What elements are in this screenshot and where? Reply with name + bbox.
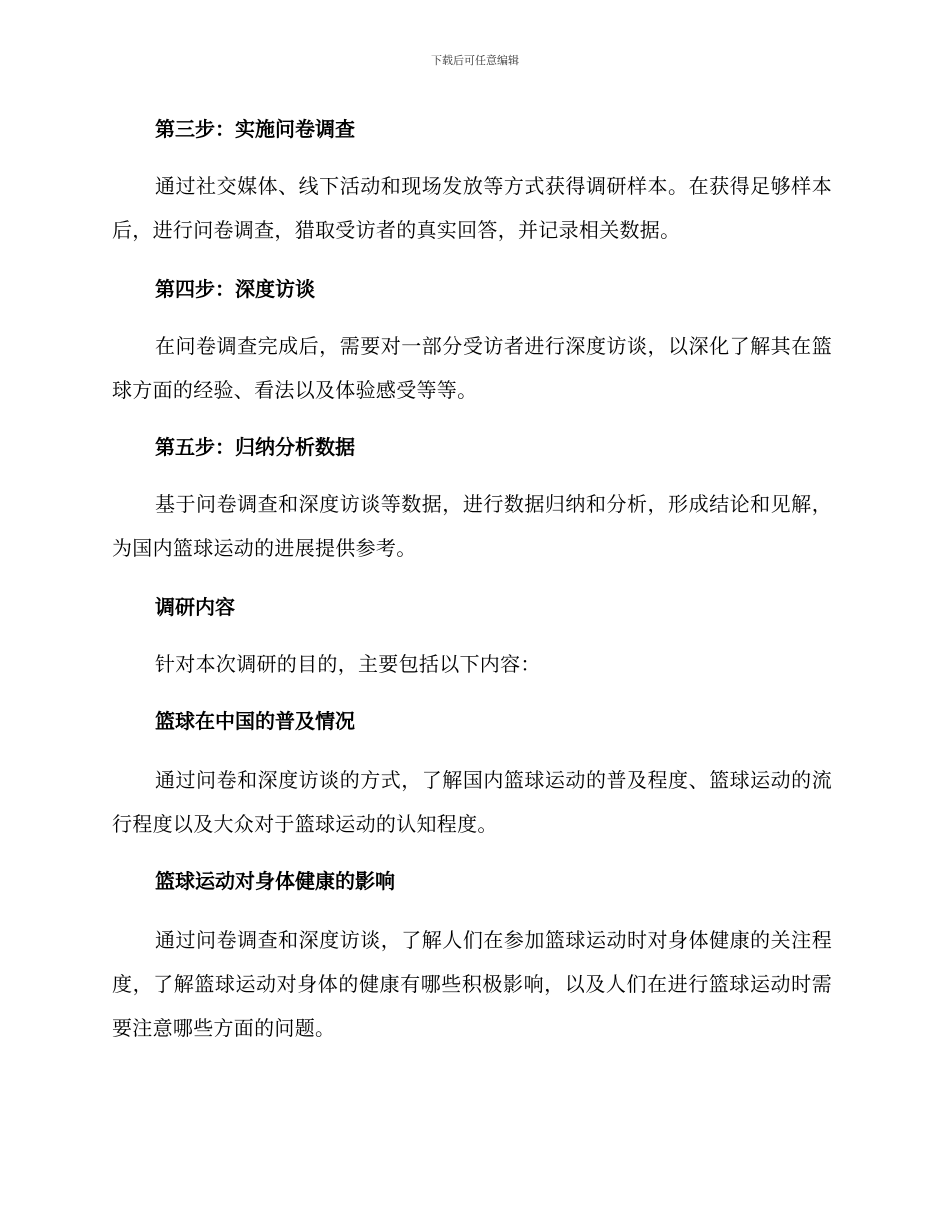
health-paragraph-block xyxy=(112,918,832,1050)
section-heading: 第四步：深度访谈 xyxy=(155,277,315,301)
section-heading: 篮球运动对身体健康的影响 xyxy=(155,869,395,893)
research-content-heading-block xyxy=(112,592,832,622)
section-paragraph: 通过问卷调查和深度访谈，了解人们在参加篮球运动时对身体健康的关注程度，了解篮球运动对身体的健康有哪些积极影响，以及人们在进行篮球运动时需要注意哪些方面的问题。 xyxy=(112,928,832,1040)
step5-heading-block xyxy=(112,432,832,462)
popularity-heading-block xyxy=(112,706,832,736)
section-heading: 调研内容 xyxy=(155,595,235,619)
section-paragraph: 通过社交媒体、线下活动和现场发放等方式获得调研样本。在获得足够样本后，进行问卷调查，猎取受访者的真实回答，并记录相关数据。 xyxy=(112,174,832,242)
section-heading: 第三步：实施问卷调查 xyxy=(155,117,355,141)
step3-heading-block xyxy=(112,114,832,144)
section-heading: 篮球在中国的普及情况 xyxy=(155,709,355,733)
health-heading-block xyxy=(112,866,832,896)
section-paragraph: 针对本次调研的目的，主要包括以下内容： xyxy=(155,652,541,676)
popularity-paragraph-block xyxy=(112,758,832,846)
section-paragraph: 通过问卷和深度访谈的方式，了解国内篮球运动的普及程度、篮球运动的流行程度以及大众对于篮球运动的认知程度。 xyxy=(112,768,832,836)
section-paragraph: 基于问卷调查和深度访谈等数据，进行数据归纳和分析，形成结论和见解，为国内篮球运动的进展提供参考。 xyxy=(112,492,832,560)
step3-paragraph-block xyxy=(112,164,832,252)
step4-paragraph-block xyxy=(112,324,832,412)
section-heading: 第五步：归纳分析数据 xyxy=(155,435,355,459)
step5-paragraph-block xyxy=(112,482,832,570)
research-content-paragraph-block xyxy=(112,642,832,686)
step4-heading-block xyxy=(112,274,832,304)
page-header: 下载后可任意编辑 xyxy=(431,54,519,67)
section-paragraph: 在问卷调查完成后，需要对一部分受访者进行深度访谈，以深化了解其在篮球方面的经验、看法以及体验感受等等。 xyxy=(112,334,832,402)
